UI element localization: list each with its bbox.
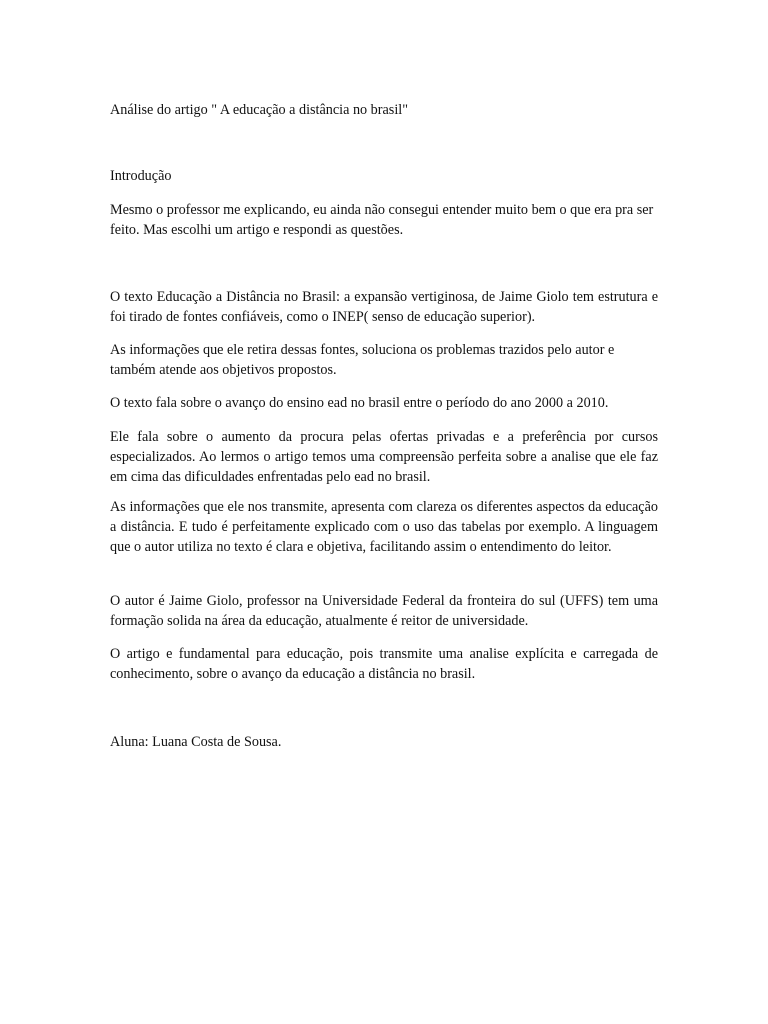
section-heading-introducao: Introdução [110,168,172,184]
signature: Aluna: Luana Costa de Sousa. [110,734,282,750]
paragraph-3: O texto fala sobre o avanço do ensino ead no brasil entre o período do ano 2000 a 2010. [110,395,609,411]
paragraph-7: O artigo e fundamental para educação, pois transmite uma analise explícita e carregada de conhecimento, sobre o avanço da educação a distância no brasil. [110,646,658,682]
paragraph-2: As informações que ele retira dessas fontes, soluciona os problemas trazidos pelo autor e também atende aos objetivos propostos. [110,342,615,378]
document-title: Análise do artigo " A educação a distância no brasil" [110,102,408,118]
intro-paragraph: Mesmo o professor me explicando, eu ainda não consegui entender muito bem o que era pra ser feito. Mas escolhi um artigo e respondi as questões. [110,202,654,238]
paragraph-6: O autor é Jaime Giolo, professor na Universidade Federal da fronteira do sul (UFFS) tem uma formação solida na área da educação, atualmente é reitor de universidade. [110,593,658,629]
paragraph-5: As informações que ele nos transmite, apresenta com clareza os diferentes aspectos da educação a distância. E tudo é perfeitamente explicado com o uso das tabelas por exemplo. A linguagem que o autor utiliza no texto é clara e objetiva, facilitando assim o entendimento do leitor. [110,499,658,555]
paragraph-1: O texto Educação a Distância no Brasil: a expansão vertiginosa, de Jaime Giolo tem estrutura e foi tirado de fontes confiáveis, como o INEP( senso de educação superior). [110,289,658,325]
paragraph-4: Ele fala sobre o aumento da procura pelas ofertas privadas e a preferência por cursos especializados. Ao lermos o artigo temos uma compreensão perfeita sobre a analise que ele faz em cima das dificuldades enfrentadas pelo ead no brasil. [110,429,658,485]
